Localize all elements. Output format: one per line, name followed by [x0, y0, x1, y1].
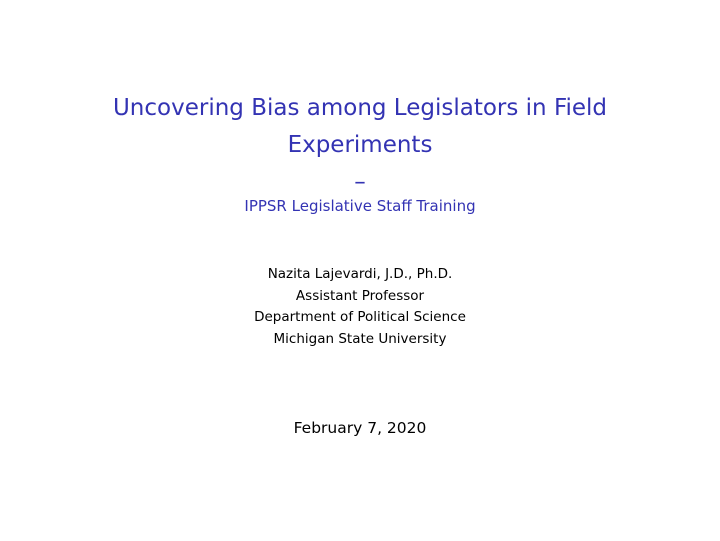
- author-position: Assistant Professor: [295, 287, 425, 304]
- title-line-3: –: [354, 169, 366, 195]
- slide-title: [40, 90, 680, 201]
- author-block: [40, 264, 680, 350]
- author-institution: Michigan State University: [273, 330, 447, 347]
- author-name: Nazita Lajevardi, J.D., Ph.D.: [267, 266, 453, 282]
- title-line-2: Experiments: [287, 132, 433, 158]
- slide-subtitle: IPPSR Legislative Staff Training: [244, 197, 476, 215]
- title-line-1: Uncovering Bias among Legislators in Field: [112, 95, 608, 121]
- author-department: Department of Political Science: [254, 309, 466, 325]
- slide-date: February 7, 2020: [293, 419, 427, 437]
